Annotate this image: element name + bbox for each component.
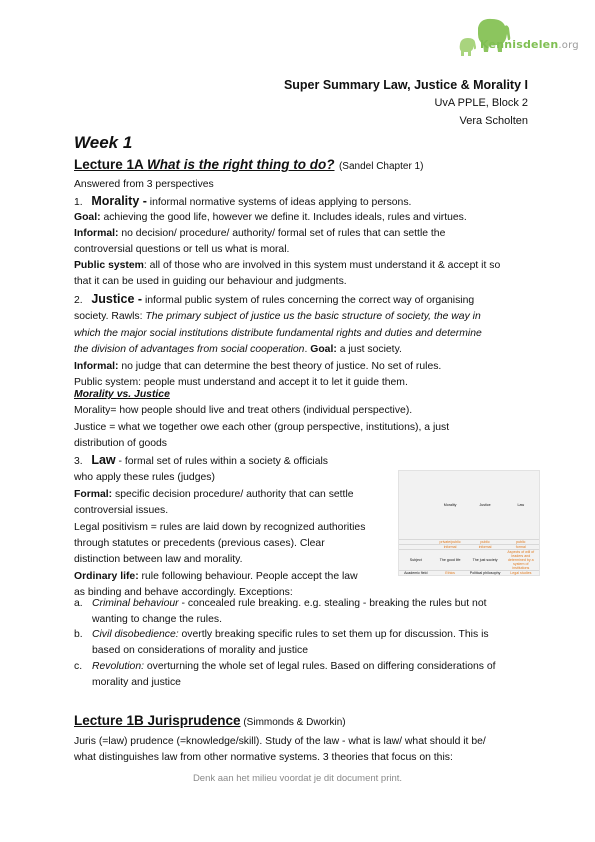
logo-tld: .org	[558, 40, 579, 51]
logo-wordmark	[480, 38, 579, 51]
morality-informal-text: no decision/ procedure/ authority/ formal set of rules that can settle the	[118, 228, 446, 239]
justice-quote-3: the division of advantages from social cooperation	[74, 344, 305, 356]
exception-c-label: c.	[74, 661, 83, 672]
law-line-2: who apply these rules (judges)	[74, 472, 215, 484]
lecture-1b-body	[74, 734, 486, 767]
law-ordinary-text-2: as binding and behave accordingly. Exceptions:	[74, 587, 293, 599]
exception-a-term: Criminal behaviour	[92, 598, 179, 609]
morality-goal-label: Goal:	[74, 212, 101, 223]
law-positivism-2: through statutes or precedents (previous cases). Clear	[74, 538, 325, 550]
footer-note: Denk aan het milieu voordat je dit document print.	[192, 773, 403, 784]
lecture-1b-line-2: what distinguishes law from other normative systems. 3 theories that focus on this:	[74, 752, 453, 764]
mvj-heading: Morality vs. Justice	[74, 389, 170, 400]
law-positivism-3: distinction between law and morality.	[74, 554, 243, 566]
lecture-1b-title: Lecture 1B Jurisprudence	[74, 713, 241, 728]
table-cell: Academic field	[399, 571, 433, 576]
justice-section	[74, 291, 482, 391]
lecture-1a-prefix: Lecture 1A	[74, 157, 148, 172]
justice-dot: .	[304, 344, 311, 356]
justice-quote-2: which the major social institutions distribute fundamental rights and duties and determine	[74, 327, 482, 339]
lecture-1b-note: (Simmonds & Dworkin)	[240, 717, 346, 728]
morality-vs-justice	[74, 387, 449, 453]
week-heading: Week 1	[74, 133, 133, 152]
law-section	[74, 452, 365, 602]
table-cell: informal	[433, 545, 468, 550]
morality-public	[74, 258, 500, 291]
morality-title: Morality -	[91, 194, 147, 208]
lecture-1b-heading	[74, 712, 346, 730]
mvj-line-1: Morality= how people should live and treat others (individual perspective).	[74, 405, 413, 417]
table-cell: Aspects of will of leaders and determined by a system of institutions	[503, 550, 539, 571]
exception-b-term: Civil disobedience:	[92, 629, 179, 640]
elephant-logo-icon	[456, 14, 514, 58]
lecture-1a-question: What is the right thing to do?	[147, 157, 335, 172]
lecture-1a-intro: Answered from 3 perspectives	[74, 179, 214, 190]
table-cell: The just society	[468, 550, 503, 571]
exception-b-text-2: based on considerations of morality and justice	[92, 645, 309, 657]
law-number: 3.	[74, 456, 83, 467]
table-header-justice: Justice	[479, 503, 491, 507]
law-exception-a	[74, 596, 487, 629]
morality-public-text-2: that it can be used in guiding our behaviour and judgments.	[74, 276, 347, 288]
justice-title: Justice -	[91, 292, 143, 306]
justice-rawls: society. Rawls:	[74, 311, 146, 323]
law-formal-text: specific decision procedure/ authority that can settle	[112, 488, 354, 500]
law-title: Law	[91, 453, 116, 467]
lecture-1a-heading	[74, 156, 423, 174]
law-exception-b	[74, 627, 489, 660]
exception-c-text: overturning the whole set of legal rules. Based on differing considerations of	[143, 661, 496, 672]
table-cell: Ethics	[433, 571, 468, 576]
morality-goal-text: achieving the good life, however we define it. Includes ideals, rules and virtues.	[100, 212, 467, 223]
comparison-table	[398, 470, 540, 576]
lecture-1a-note: (Sandel Chapter 1)	[338, 161, 424, 172]
morality-number: 1.	[74, 197, 83, 208]
exception-a-label: a.	[74, 598, 83, 609]
justice-number: 2.	[74, 295, 83, 306]
morality-informal-label: Informal:	[74, 228, 119, 239]
logo-brand: Kennisdelen	[480, 38, 559, 51]
justice-informal-label: Informal:	[74, 360, 119, 372]
course-name: UvA PPLE, Block 2	[434, 97, 528, 109]
table-cell: formal	[503, 545, 539, 550]
mvj-line-3: distribution of goods	[74, 438, 167, 450]
author-name: Vera Scholten	[459, 115, 528, 127]
law-exception-c	[74, 659, 496, 692]
morality-public-label: Public system	[74, 260, 144, 271]
justice-quote-1: The primary subject of justice us the basic structure of society, the way in	[145, 311, 481, 323]
lecture-1b-line-1: Juris (=law) prudence (=knowledge/skill). Study of the law - what is law/ what should it be/	[74, 736, 486, 747]
exception-b-text: overtly breaking specific rules to set them up for discussion. This is	[178, 629, 489, 640]
law-desc: - formal set of rules within a society & officials	[115, 456, 328, 467]
justice-goal-text: a just society.	[336, 344, 402, 356]
law-ordinary-label: Ordinary life:	[74, 570, 139, 582]
table-cell: Political philosophy	[468, 571, 503, 576]
table-header-law: Law	[517, 503, 525, 507]
mvj-line-2: Justice = what we together owe each other (group perspective, institutions), a just	[74, 421, 450, 433]
law-positivism-1: Legal positivism = rules are laid down by recognized authorities	[74, 521, 366, 533]
table-header-morality: Morality	[443, 503, 457, 507]
morality-public-text: : all of those who are involved in this system must understand it & accept it so	[143, 260, 501, 271]
table-header-0	[399, 471, 433, 540]
justice-desc: informal public system of rules concerning the correct way of organising	[142, 295, 475, 306]
logo	[456, 14, 579, 62]
justice-informal-text: no judge that can determine the best theory of justice. No set of rules.	[118, 360, 442, 372]
exception-b-label: b.	[74, 629, 83, 640]
morality-goal	[74, 210, 467, 226]
table-cell: informal	[468, 545, 503, 550]
table-cell: The good life	[433, 550, 468, 571]
exception-a-text-2: wanting to change the rules.	[92, 614, 222, 626]
table-cell: private/public	[433, 540, 468, 545]
table-cell: Subject	[399, 550, 433, 571]
exception-c-text-2: morality and justice	[92, 677, 181, 689]
morality-desc: informal normative systems of ideas applying to persons.	[146, 197, 412, 208]
law-formal-label: Formal:	[74, 488, 113, 500]
exception-a-text: - concealed rule breaking. e.g. stealing - breaking the rules but not	[178, 598, 487, 609]
justice-public-text: Public system: people must understand and accept it to let it guide them.	[74, 377, 408, 389]
morality-heading	[74, 193, 411, 211]
table-cell: Legal studies	[503, 571, 539, 576]
law-formal-text-2: controversial issues.	[74, 505, 169, 517]
exception-c-term: Revolution:	[92, 661, 144, 672]
justice-goal-label: Goal:	[310, 344, 337, 356]
morality-informal	[74, 226, 445, 259]
table-cell: public	[468, 540, 503, 545]
law-ordinary-text: rule following behaviour. People accept the law	[138, 570, 358, 582]
document-title: Super Summary Law, Justice & Morality I	[283, 78, 528, 92]
morality-informal-text-2: controversial questions or tell us what is moral.	[74, 244, 290, 256]
table-cell: public	[503, 540, 539, 545]
